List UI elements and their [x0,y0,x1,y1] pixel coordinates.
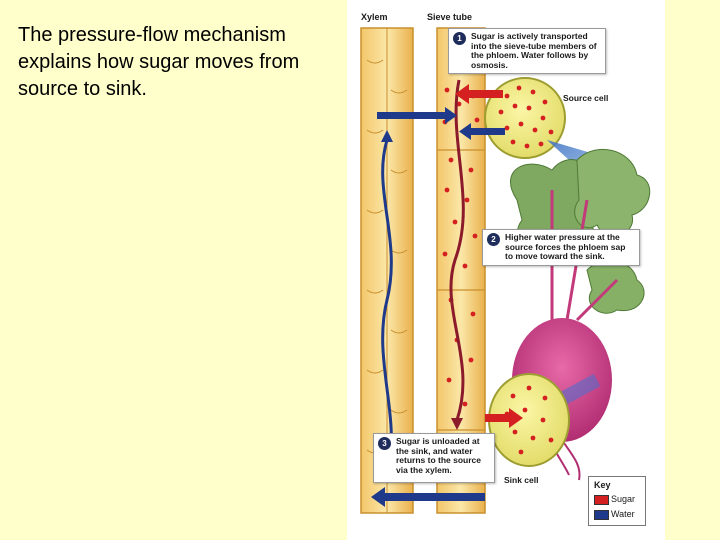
xylem-label: Xylem [361,12,388,22]
step-1-callout [448,28,606,74]
key-water-label: Water [611,509,635,519]
sieve-tube-label: Sieve tube [427,12,473,22]
key-title: Key [594,480,611,490]
step-3-text: Sugar is unloaded at the sink, and water returns to the source via the xylem. [396,436,482,475]
sink-cell-label: Sink cell [504,475,539,485]
legend-key [588,476,646,526]
step-3-callout [373,433,495,483]
step-2-callout [482,229,640,266]
step-2-text: Higher water pressure at the source forces the phloem sap to move toward the sink. [505,232,626,261]
sugar-swatch [594,495,609,505]
step-1-text: Sugar is actively transported into the sieve-tube members of the phloem. Water follows by osmosis. [471,31,597,70]
water-swatch [594,510,609,520]
pressure-flow-diagram [347,0,665,540]
key-sugar-label: Sugar [611,494,636,504]
source-cell-label: Source cell [563,93,609,103]
slide-caption: The pressure-flow mechanism explains how sugar moves from source to sink. [18,24,300,100]
step-1-number: 1 [453,32,466,45]
step-2-number: 2 [487,233,500,246]
step-3-number: 3 [378,437,391,450]
